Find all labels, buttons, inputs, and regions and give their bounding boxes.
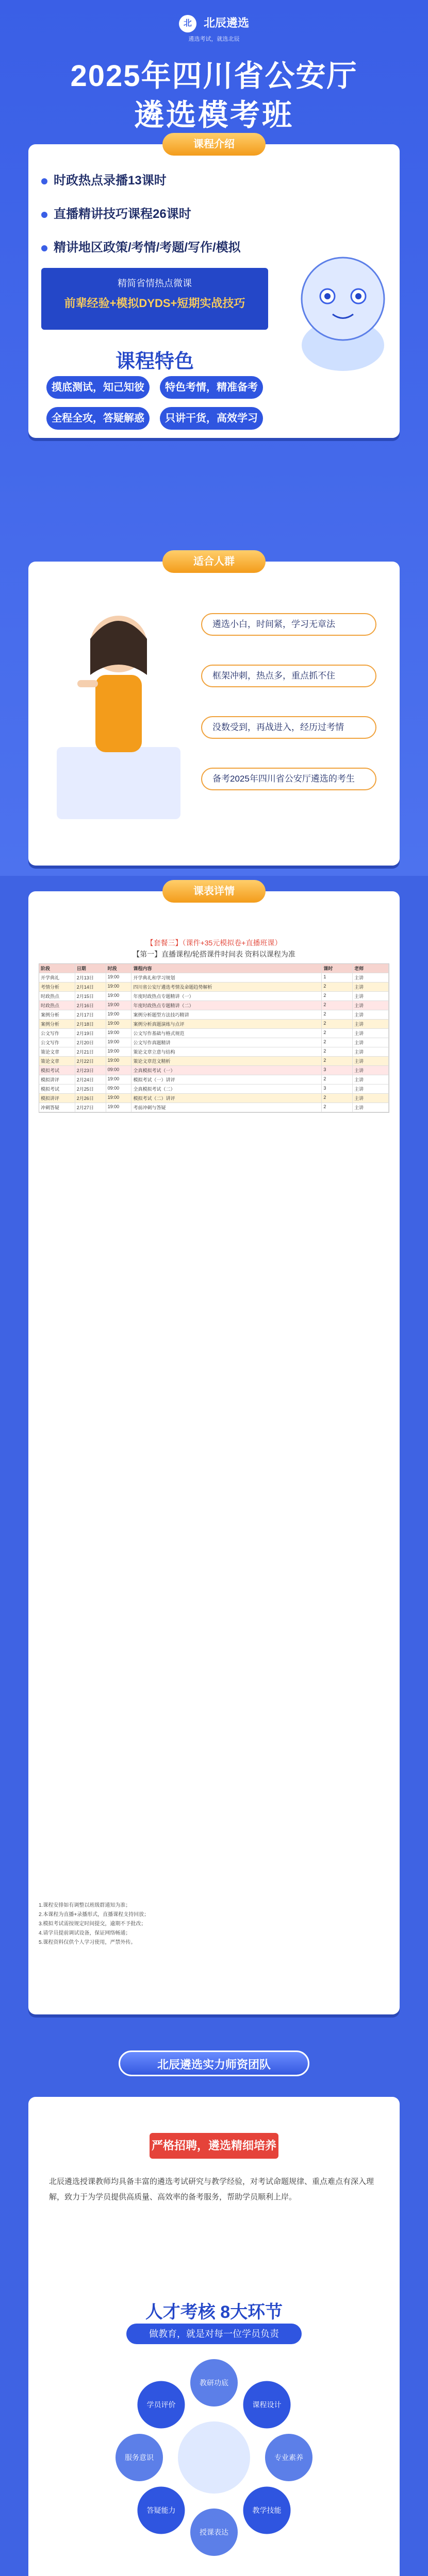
highlight-b: 前辈经验+模拟DYDS+短期实战技巧 [64, 297, 245, 310]
ring-label: 服务意识 [125, 2453, 154, 2462]
team-tag: 北辰遴选实力师资团队 [119, 2050, 309, 2076]
table-row [39, 1094, 389, 1103]
table-cell: 19:00 [106, 1001, 132, 1010]
teacher-illustration-icon [46, 592, 191, 829]
table-cell: 开学典礼和学习规划 [131, 973, 322, 982]
ring-label: 课程设计 [252, 2400, 282, 2409]
table-cell: 主讲 [353, 1029, 389, 1038]
table-cell: 2月21日 [75, 1047, 106, 1056]
schedule-notes [39, 1901, 389, 1947]
table-cell: 19:00 [106, 1103, 132, 1112]
intro-item: 精讲地区政策/考情/考题/写作/模拟 [41, 237, 351, 255]
table-cell: 模拟考试 [39, 1084, 75, 1093]
table-cell: 2月14日 [75, 982, 106, 991]
table-cell: 考情分析 [39, 982, 75, 991]
bullet-icon [41, 212, 47, 218]
table-cell: 2月19日 [75, 1029, 106, 1038]
table-cell: 2 [322, 1057, 353, 1065]
table-cell: 模拟讲评 [39, 1075, 75, 1084]
table-cell: 主讲 [353, 1038, 389, 1047]
title-line2: 遴选模考班 [134, 98, 294, 132]
table-cell: 主讲 [353, 1047, 389, 1056]
table-row [39, 1038, 389, 1047]
table-cell: 3 [322, 1066, 353, 1075]
assessment-sub: 做教育，就是对每一位学员负责 [126, 2324, 302, 2344]
bullet-icon [41, 178, 47, 184]
note-line: 3.模拟考试需按规定时间提交，逾期不予批改； [39, 1921, 146, 1927]
detail-note: 【套餐三】（课件+35元模拟卷+直播班课） [146, 939, 282, 947]
table-cell: 公文写作基础与格式规范 [131, 1029, 322, 1038]
table-row [39, 1084, 389, 1094]
table-cell: 时段 [106, 964, 132, 973]
table-cell: 19:00 [106, 992, 132, 1001]
table-cell: 主讲 [353, 1001, 389, 1010]
audience-item: 没数受到，再战进入，经历过考情 [201, 716, 376, 739]
table-cell: 主讲 [353, 1066, 389, 1075]
audience-item: 备考2025年四川省公安厅遴选的考生 [201, 768, 376, 790]
table-cell: 主讲 [353, 1075, 389, 1084]
table-row [39, 1047, 389, 1057]
brand-row [0, 14, 428, 43]
table-cell: 09:00 [106, 1084, 132, 1093]
feature-pill: 只讲干货，高效学习 [160, 407, 263, 430]
table-cell: 2月15日 [75, 992, 106, 1001]
table-cell: 2月26日 [75, 1094, 106, 1103]
table-cell: 2月17日 [75, 1010, 106, 1019]
table-cell: 开学典礼 [39, 973, 75, 982]
ring-label: 专业素养 [274, 2453, 303, 2462]
table-cell: 老师 [353, 964, 389, 973]
table-cell: 19:00 [106, 973, 132, 982]
table-cell: 模拟考试 [39, 1066, 75, 1075]
table-cell: 策论文章 [39, 1047, 75, 1056]
table-header [39, 964, 389, 973]
table-cell: 2 [322, 992, 353, 1001]
feature-pill: 全程全攻，答疑解惑 [46, 407, 150, 430]
table-cell: 2月18日 [75, 1020, 106, 1028]
brand-name: 北辰遴选 [204, 16, 250, 29]
table-cell: 2月16日 [75, 1001, 106, 1010]
detail-tag: 课表详情 [162, 880, 266, 903]
table-cell: 19:00 [106, 982, 132, 991]
table-row [39, 1066, 389, 1075]
schedule-table [39, 963, 389, 1113]
table-row [39, 1103, 389, 1112]
table-cell: 主讲 [353, 982, 389, 991]
table-row [39, 992, 389, 1001]
table-cell: 策论文章立意与结构 [131, 1047, 322, 1056]
table-cell: 2 [322, 1075, 353, 1084]
ring-label: 教研功底 [200, 2379, 228, 2387]
table-cell: 主讲 [353, 1084, 389, 1093]
feature-pill: 特色考情，精准备考 [160, 376, 263, 399]
table-cell: 主讲 [353, 1057, 389, 1065]
team-badge: 严格招聘，遴选精细培养 [150, 2133, 278, 2159]
table-cell: 全真模拟考试（二） [131, 1084, 322, 1093]
table-cell: 模拟讲评 [39, 1094, 75, 1103]
robot-mascot-icon [278, 242, 407, 376]
table-cell: 考前冲刺与答疑 [131, 1103, 322, 1112]
table-cell: 2月22日 [75, 1057, 106, 1065]
header [0, 0, 428, 453]
table-cell: 时政热点 [39, 1001, 75, 1010]
table-cell: 19:00 [106, 1057, 132, 1065]
ring-label: 答疑能力 [146, 2506, 176, 2515]
table-cell: 年度时政热点专题精讲（一） [131, 992, 322, 1001]
audience-item: 遴选小白，时间紧，学习无章法 [201, 613, 376, 636]
assessment-heading: 人才考核 8大环节 [145, 2302, 283, 2322]
table-cell: 案例分析 [39, 1010, 75, 1019]
table-cell: 2月24日 [75, 1075, 106, 1084]
table-cell: 主讲 [353, 973, 389, 982]
table-cell: 公文写作 [39, 1029, 75, 1038]
table-cell: 19:00 [106, 1094, 132, 1103]
table-cell: 课程内容 [131, 964, 322, 973]
table-cell: 冲刺答疑 [39, 1103, 75, 1112]
table-cell: 公文写作 [39, 1038, 75, 1047]
table-cell: 模拟考试（一）讲评 [131, 1075, 322, 1084]
table-row [39, 982, 389, 992]
brand-logo-icon: 北 [179, 15, 196, 32]
table-cell: 09:00 [106, 1066, 132, 1075]
audience-item: 框架冲刺，热点多，重点抓不住 [201, 665, 376, 687]
table-cell: 年度时政热点专题精讲（二） [131, 1001, 322, 1010]
table-cell: 2月23日 [75, 1066, 106, 1075]
table-cell: 模拟考试（二）讲评 [131, 1094, 322, 1103]
ring-label: 教学技能 [252, 2506, 282, 2515]
table-cell: 2 [322, 1103, 353, 1112]
intro-item: 直播精讲技巧课程26课时 [41, 204, 351, 222]
title-line1: 2025年四川省公安厅 [70, 59, 358, 93]
table-cell: 主讲 [353, 1010, 389, 1019]
table-cell: 案例分析题型方法技巧精讲 [131, 1010, 322, 1019]
highlight-box [41, 268, 268, 330]
table-cell: 19:00 [106, 1010, 132, 1019]
table-row [39, 973, 389, 982]
table-cell: 主讲 [353, 1020, 389, 1028]
bullet-icon [41, 245, 47, 251]
table-row [39, 1075, 389, 1084]
people-tag: 适合人群 [162, 550, 266, 573]
table-cell: 主讲 [353, 1103, 389, 1112]
table-cell: 2 [322, 1029, 353, 1038]
table-cell: 案例分析 [39, 1020, 75, 1028]
table-cell: 3 [322, 1084, 353, 1093]
highlight-a: 精简省情热点微课 [118, 278, 192, 289]
table-cell: 2 [322, 1010, 353, 1019]
table-cell: 四川省公安厅遴选考情及命题趋势解析 [131, 982, 322, 991]
feature-pill: 摸底测试，知己知彼 [46, 376, 150, 399]
table-cell: 19:00 [106, 1075, 132, 1084]
table-cell: 19:00 [106, 1029, 132, 1038]
ring-label: 学员评价 [146, 2400, 176, 2409]
detail-subnote: 【第一】直播课程/轮搭课件时间表 资料以课程为准 [133, 950, 295, 958]
table-cell: 主讲 [353, 1094, 389, 1103]
table-cell: 公文写作真题精讲 [131, 1038, 322, 1047]
note-line: 5.课程资料仅供个人学习使用，严禁外传。 [39, 1940, 136, 1945]
table-row [39, 1057, 389, 1066]
ring-label: 授课表达 [200, 2528, 228, 2536]
table-cell: 阶段 [39, 964, 75, 973]
table-cell: 19:00 [106, 1038, 132, 1047]
table-cell: 策论文章范文精析 [131, 1057, 322, 1065]
intro-tag: 课程介绍 [162, 133, 266, 156]
feature-title: 课程特色 [115, 351, 194, 372]
table-cell: 2 [322, 1020, 353, 1028]
table-cell: 全真模拟考试（一） [131, 1066, 322, 1075]
table-row [39, 1010, 389, 1020]
table-cell: 2月13日 [75, 973, 106, 982]
table-cell: 2 [322, 982, 353, 991]
team-text: 北辰遴选授课教师均具备丰富的遴选考试研究与教学经验，对考试命题规律、重点难点有深入理解，致力于为学员提供高质量、高效率的备考服务，帮助学员顺利上岸。 [49, 2177, 374, 2201]
table-cell: 2月25日 [75, 1084, 106, 1093]
intro-item: 时政热点录播13课时 [41, 170, 351, 188]
table-cell: 课时 [322, 964, 353, 973]
table-row [39, 1020, 389, 1029]
table-row [39, 1029, 389, 1038]
table-cell: 案例分析真题演练与点评 [131, 1020, 322, 1028]
note-line: 2.本课程为直播+录播形式，直播课程支持回放； [39, 1912, 150, 1918]
ring-center [178, 2421, 250, 2494]
table-cell: 日期 [75, 964, 106, 973]
table-cell: 主讲 [353, 992, 389, 1001]
table-cell: 时政热点 [39, 992, 75, 1001]
table-cell: 2 [322, 1001, 353, 1010]
note-line: 1.课程安排如有调整以班级群通知为准； [39, 1903, 131, 1908]
table-cell: 2 [322, 1047, 353, 1056]
table-cell: 2月27日 [75, 1103, 106, 1112]
team-panel [28, 2097, 400, 2576]
table-cell: 2 [322, 1094, 353, 1103]
table-cell: 19:00 [106, 1047, 132, 1056]
note-line: 4.请学员提前调试设备，保证网络畅通； [39, 1930, 131, 1936]
assessment-ring [111, 2354, 317, 2561]
table-row [39, 1001, 389, 1010]
detail-panel [28, 891, 400, 2014]
table-cell: 2 [322, 1038, 353, 1047]
table-cell: 2月20日 [75, 1038, 106, 1047]
brand-slogan: 遴选考试，就选北辰 [188, 36, 240, 43]
table-cell: 策论文章 [39, 1057, 75, 1065]
table-cell: 1 [322, 973, 353, 982]
table-cell: 19:00 [106, 1020, 132, 1028]
